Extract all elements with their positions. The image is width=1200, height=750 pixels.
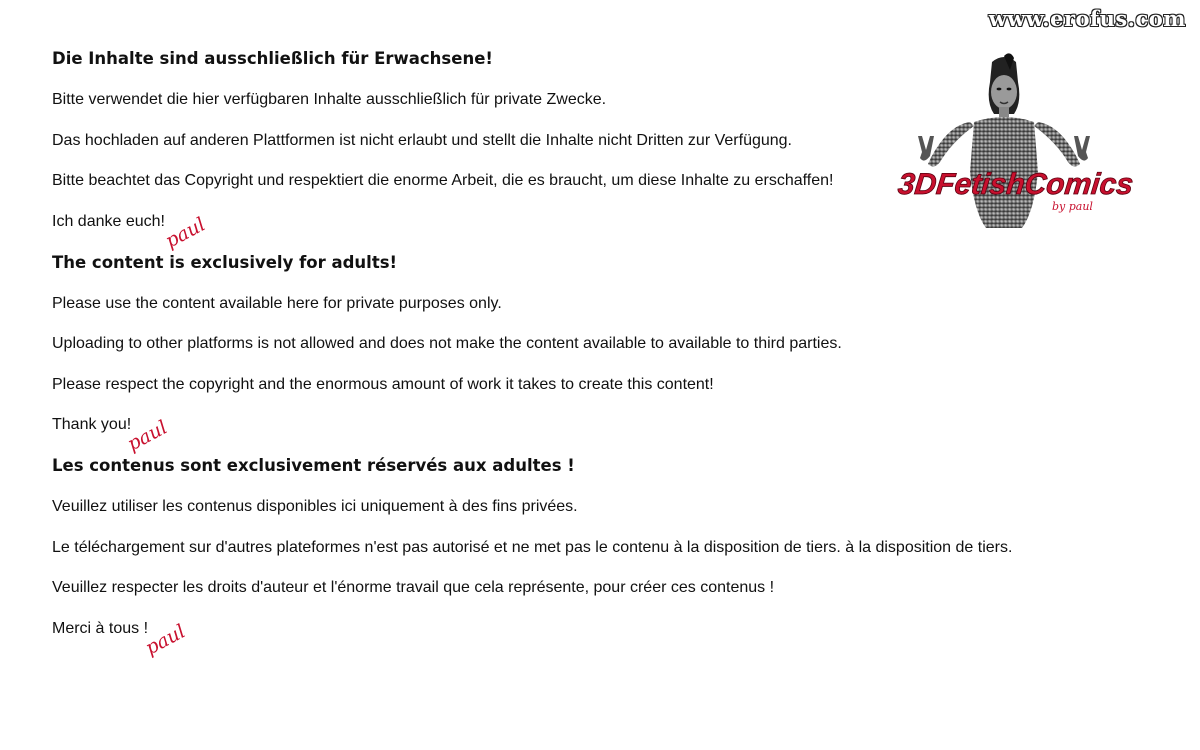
thanks-line [52, 211, 1172, 252]
signature-icon [118, 404, 172, 456]
svg-text:paul: paul [141, 619, 190, 659]
section-german [52, 48, 1172, 252]
section-english [52, 252, 1172, 456]
paragraph: Please respect the copyright and the enormous amount of work it takes to create this content! [52, 375, 714, 393]
watermark: www.erofus.com [988, 6, 1186, 31]
svg-text:by paul: by paul [1052, 200, 1093, 213]
section-heading: The content is exclusively for adults! [52, 252, 398, 272]
paragraph: Veuillez respecter les droits d'auteur et l'énorme travail que cela représente, pour créer ces contenus ! [52, 579, 775, 596]
thanks-text: Ich danke euch! [52, 212, 165, 230]
paragraph: Bitte beachtet das Copyright und respektiert die enorme Arbeit, die es braucht, um diese Inhalte zu erschaffen! [52, 172, 834, 189]
paragraph: Please use the content available here for private purposes only. [52, 294, 502, 312]
signature-icon [136, 608, 190, 659]
svg-text:3DFetishComics: 3DFetishComics [896, 168, 1135, 201]
paragraph: Uploading to other platforms is not allowed and does not make the content available to available to third parties. [52, 335, 842, 352]
thanks-text: Merci à tous ! [52, 619, 149, 637]
notice-content [52, 48, 1172, 659]
paragraph: Veuillez utiliser les contenus disponibles ici uniquement à des fins privées. [52, 498, 578, 515]
signature-icon [156, 201, 210, 252]
svg-text:paul: paul [123, 416, 172, 456]
thanks-text: Thank you! [52, 416, 132, 433]
section-heading: Les contenus sont exclusivement réservés aux adultes ! [52, 456, 575, 475]
paragraph: Das hochladen auf anderen Plattformen ist nicht erlaubt und stellt die Inhalte nicht Dritten zur Verfügung. [52, 131, 792, 149]
paragraph: Bitte verwendet die hier verfügbaren Inhalte ausschließlich für private Zwecke. [52, 91, 607, 108]
section-heading: Die Inhalte sind ausschließlich für Erwachsene! [52, 49, 493, 68]
thanks-line [52, 414, 1172, 456]
section-french [52, 455, 1172, 659]
paragraph: Le téléchargement sur d'autres plateformes n'est pas autorisé et ne met pas le contenu à la disposition de tiers. à la disposition de tiers. [52, 538, 1013, 556]
thanks-line [52, 618, 1172, 659]
svg-text:paul: paul [161, 212, 210, 252]
